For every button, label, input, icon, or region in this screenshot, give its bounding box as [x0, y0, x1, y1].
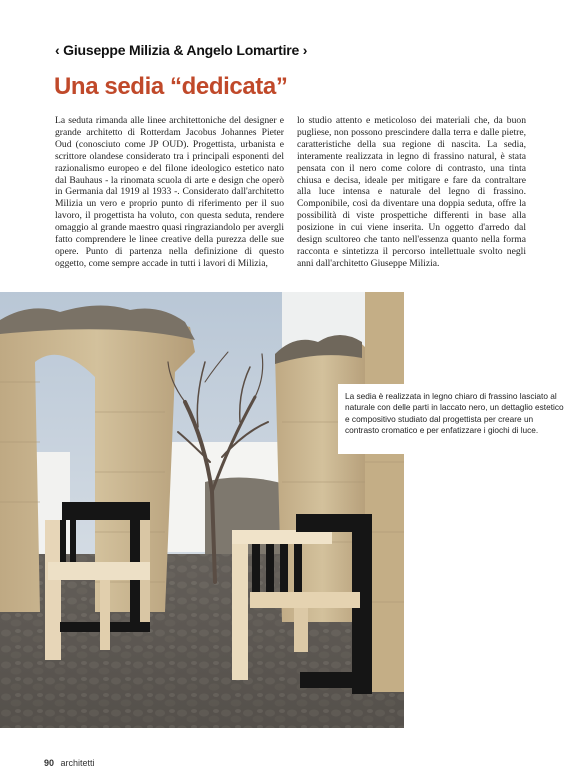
magazine-name: architetti	[60, 758, 95, 768]
page-number: 90	[44, 758, 55, 768]
photo-caption: La sedia è realizzata in legno chiaro di frassino lasciato al naturale con delle parti in laccato nero, un dettaglio estetico e compositivo studiato dal progettista per creare un contrasto cromatico e per enfatizzare i giochi di luce.	[338, 384, 573, 454]
author-byline: ‹ Giuseppe Milizia & Angelo Lomartire ›	[55, 42, 308, 58]
page-footer	[44, 758, 95, 768]
article-title: Una sedia “dedicata”	[54, 73, 288, 100]
article-column-right: lo studio attento e meticoloso dei materiali che, da buon pugliese, non possono prescindere dalla terra e dalle pietre, caratteristiche della sua regione di nascita. La sedia, interamente realizzata in legno di frassino natural, è stata pensata con il nero come colore di contrasto, una tinta chiusa e decisa, ideale per mitigare e fare da contraltare alla luce intensa e naturale del legno di frassino. Componibile, così da diventare una doppia seduta, offre la possibilità di viste prospettiche differenti in base alla posizione in cui viene inserita. Un oggetto d'arredo dal design scultoreo che tanto nell'essenza quanto nella forma racconta e sintetizza il percorso intellettuale svolto negli anni dall'architetto Giuseppe Milizia.	[297, 115, 526, 269]
chairs-photo	[0, 292, 404, 728]
article-column-left: La seduta rimanda alle linee architettoniche del designer e grande architetto di Rotterdam Jacobus Johannes Pieter Oud (conosciuto come JP OUD). Progettista, urbanista e scrittore olandese considerato tra i principali esponenti del razionalismo europeo e del filone ideologico estetico nato dal Bauhaus - la rinomata scuola di arte e design che operò in Germania dal 1919 al 1933 -. Considerato dall'architetto Milizia un vero e proprio punto di riferimento per il suo lavoro, il progettista ha voluto, con questa seduta, rendere omaggio al grande maestro quasi ringraziandolo per avergli fatto comprendere le linee creative della purezza delle sue opere. Punto di partenza nella definizione di questo oggetto, come sempre accade in tutti i lavori di Milizia,	[55, 115, 284, 269]
